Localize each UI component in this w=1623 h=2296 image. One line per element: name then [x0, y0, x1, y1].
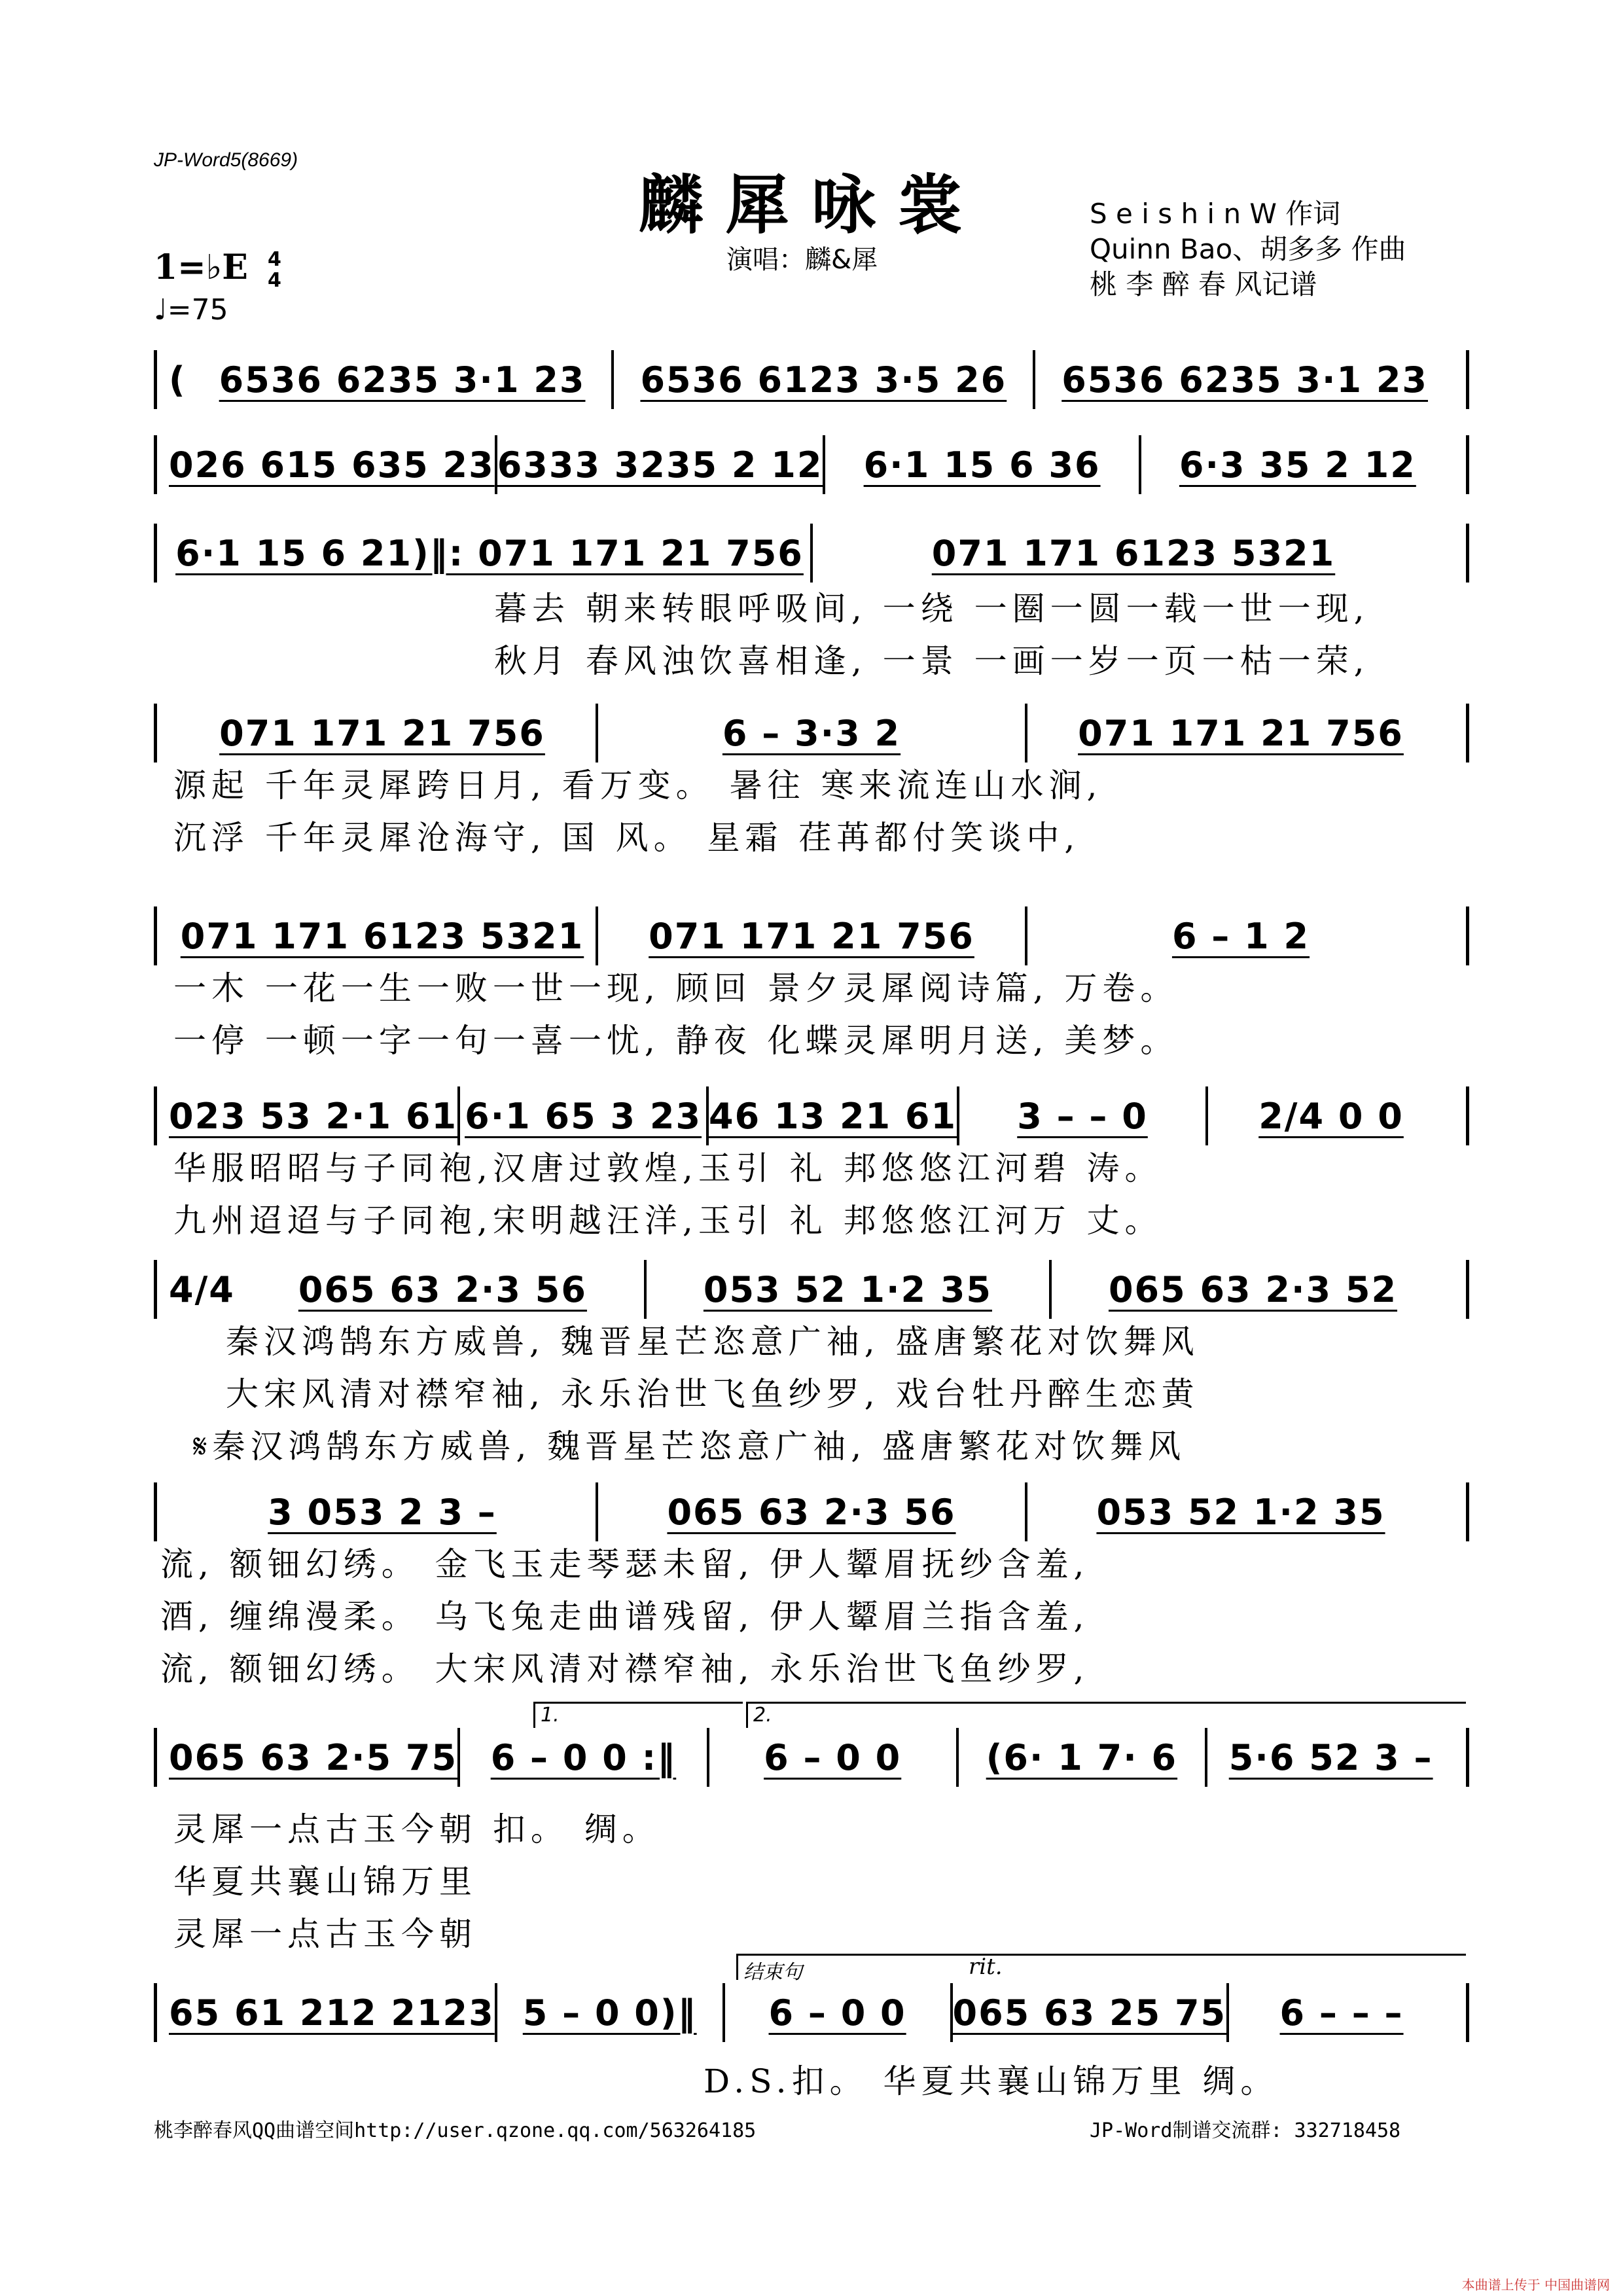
- music-system: [154, 906, 1469, 965]
- measure: 6·3 35 2 12: [1179, 444, 1416, 486]
- footer-right: JP-Word制谱交流群: 332718458: [1090, 2119, 1401, 2142]
- lyric-text: 流, 额钿幻绣。 金飞玉走琴瑟未留, 伊人颦眉抚纱含羞,: [160, 1545, 1090, 1583]
- volta-2: 2.: [746, 1702, 1466, 1728]
- music-system: [154, 704, 1469, 762]
- measure: 053 52 1·2 35: [647, 1260, 1052, 1319]
- measure: 6 – – –: [1279, 1992, 1404, 2034]
- measure: 023 53 2·1 61: [169, 1086, 460, 1145]
- music-system: [154, 350, 1469, 409]
- lyric-text: 华夏共襄山锦万里: [173, 1863, 477, 1901]
- lyric-line: [154, 1643, 1469, 1690]
- measure: 5 – 0 0)‖: [497, 1983, 725, 2042]
- lyric-line: [154, 1014, 1469, 1062]
- watermark: 本曲谱上传于 中国曲谱网: [1461, 2277, 1610, 2293]
- lyric-line: [154, 1194, 1469, 1242]
- measure: 65 61 212 2123: [169, 1983, 497, 2042]
- coda-mark: 结束句: [736, 1954, 1466, 1980]
- lyric-text: 秦汉鸿鹄东方威兽, 魏晋星芒恣意广袖, 盛唐繁花对饮舞风: [226, 1323, 1200, 1361]
- credits: [1090, 196, 1406, 302]
- lyric-line: [154, 635, 1469, 682]
- software-label: JP-Word5(8669): [154, 149, 298, 171]
- lyric-line: [154, 1590, 1469, 1638]
- lyric-line: [154, 1316, 1469, 1363]
- lyric-line: [154, 759, 1469, 806]
- lyric-line: [154, 583, 1469, 630]
- system-prefix: 4/4: [169, 1268, 235, 1310]
- measure: 065 63 25 75: [953, 1983, 1230, 2042]
- transcriber: 桃 李 醉 春 风记谱: [1090, 268, 1317, 300]
- lyric-text: 暮去 朝来转眼呼吸间, 一绕 一圈一圆一载一世一现,: [494, 590, 1370, 628]
- lyric-line: [154, 962, 1469, 1009]
- lyric-text: 流, 额钿幻绣。 大宋风清对襟窄袖, 永乐治世飞鱼纱罗,: [160, 1650, 1090, 1688]
- song-title: 麟犀咏裳: [638, 168, 984, 243]
- music-system: [154, 1482, 1469, 1541]
- measure: 065 63 2·5 75: [169, 1728, 460, 1787]
- lyric-text: 源起 千年灵犀跨日月, 看万变。 暑往 寒来流连山水涧,: [173, 766, 1103, 804]
- lyric-text: 大宋风清对襟窄袖, 永乐治世飞鱼纱罗, 戏台牡丹醉生恋黄: [226, 1375, 1200, 1413]
- measure: 6536 6235 3·1 23: [193, 350, 615, 409]
- measure: 071 171 21 756: [1078, 712, 1404, 754]
- measure: 6·1 15 6 21)‖: 071 171 21 756: [169, 524, 813, 583]
- lyricist: S e i s h i n W 作词: [1090, 198, 1341, 230]
- measure: 065 63 2·3 52: [1108, 1268, 1398, 1310]
- lyric-line: [154, 1856, 1469, 1903]
- volta-1: 1.: [533, 1702, 743, 1728]
- lyric-line: [154, 1908, 1469, 1955]
- measure: 6 – 0 0: [725, 1983, 953, 2042]
- music-system: [154, 435, 1469, 494]
- lyric-text: 𝄋秦汉鸿鹄东方威兽, 魏晋星芒恣意广袖, 盛唐繁花对饮舞风: [193, 1427, 1186, 1465]
- measure: 6536 6235 3·1 23: [1061, 359, 1428, 401]
- key-label: 1=♭E: [154, 247, 248, 287]
- measure: 6 – 0 0 :‖: [460, 1728, 709, 1787]
- lyric-text: 一木 一花一生一败一世一现, 顾回 景夕灵犀阅诗篇, 万卷。: [173, 969, 1179, 1007]
- composer: Quinn Bao、胡多多 作曲: [1090, 233, 1406, 265]
- system-prefix: (: [169, 359, 187, 401]
- lyric-text: 沉浮 千年灵犀沧海守, 国 风。 星霜 荏苒都付笑谈中,: [173, 819, 1080, 857]
- lyric-text: D.S.扣。 华夏共襄山锦万里 绸。: [704, 2062, 1279, 2100]
- measure: 071 171 21 756: [598, 906, 1027, 965]
- measure: 5·6 52 3 –: [1228, 1736, 1433, 1778]
- lyric-line: [154, 812, 1469, 859]
- measure: 6536 6123 3·5 26: [614, 350, 1035, 409]
- music-system: [154, 1983, 1469, 2042]
- ritardando-mark: rit.: [969, 1954, 1003, 1980]
- lyric-text: 一停 一顿一字一句一喜一忧, 静夜 化蝶灵犀明月送, 美梦。: [173, 1022, 1179, 1060]
- music-system: [154, 524, 1469, 583]
- time-sig-bottom: 4: [268, 268, 281, 292]
- measure: 6 – 0 0: [709, 1728, 959, 1787]
- lyric-line: [154, 1803, 1469, 1850]
- measure: 2/4 0 0: [1258, 1095, 1404, 1137]
- singer-label: 演唱：麟&犀: [726, 245, 878, 275]
- lyric-line: [154, 1142, 1469, 1189]
- lyric-line: [154, 1538, 1469, 1585]
- measure: 071 171 6123 5321: [931, 532, 1336, 574]
- measure: 3 – – 0: [959, 1086, 1208, 1145]
- lyric-text: 酒, 缠绵漫柔。 乌飞兔走曲谱残留, 伊人颦眉兰指含羞,: [160, 1598, 1090, 1636]
- music-system: [154, 1086, 1469, 1145]
- key-signature: [154, 247, 281, 291]
- measure: 065 63 2·3 56: [598, 1482, 1027, 1541]
- measure: 6333 3235 2 12: [497, 435, 826, 494]
- measure: 026 615 635 23: [169, 435, 497, 494]
- lyric-text: 华服昭昭与子同袍,汉唐过敦煌,玉引 礼 邦悠悠江河碧 涛。: [173, 1149, 1163, 1187]
- measure: 065 63 2·3 56: [241, 1260, 647, 1319]
- measure: 6·1 15 6 36: [825, 435, 1141, 494]
- measure: 071 171 21 756: [169, 704, 598, 762]
- time-signature: [268, 249, 281, 291]
- measure: 6 – 1 2: [1171, 915, 1310, 957]
- lyric-line: [154, 1368, 1469, 1415]
- tempo-mark: ♩=75: [154, 293, 228, 327]
- music-system: [154, 1260, 1469, 1319]
- lyric-text: 秋月 春风浊饮喜相逢, 一景 一画一岁一页一枯一荣,: [494, 642, 1370, 680]
- lyric-text: 灵犀一点古玉今朝: [173, 1915, 477, 1953]
- measure: 6 – 3·3 2: [598, 704, 1027, 762]
- music-system: [154, 1728, 1469, 1787]
- measure: 053 52 1·2 35: [1096, 1491, 1385, 1533]
- footer-left: 桃李醉春风QQ曲谱空间http://user.qzone.qq.com/563264185: [154, 2119, 757, 2142]
- lyric-text: 灵犀一点古玉今朝 扣。 绸。: [173, 1810, 660, 1848]
- measure: 3 053 2 3 –: [169, 1482, 598, 1541]
- measure: 071 171 6123 5321: [169, 906, 598, 965]
- time-sig-top: 4: [268, 247, 281, 271]
- measure: 46 13 21 61: [709, 1086, 959, 1145]
- lyric-line: [154, 1420, 1469, 1467]
- measure: 6·1 65 3 23: [460, 1086, 709, 1145]
- lyric-text: 九州迢迢与子同袍,宋明越汪洋,玉引 礼 邦悠悠江河万 丈。: [173, 1202, 1163, 1240]
- measure: (6· 1 7· 6: [959, 1728, 1208, 1787]
- lyric-line: [154, 2055, 1469, 2102]
